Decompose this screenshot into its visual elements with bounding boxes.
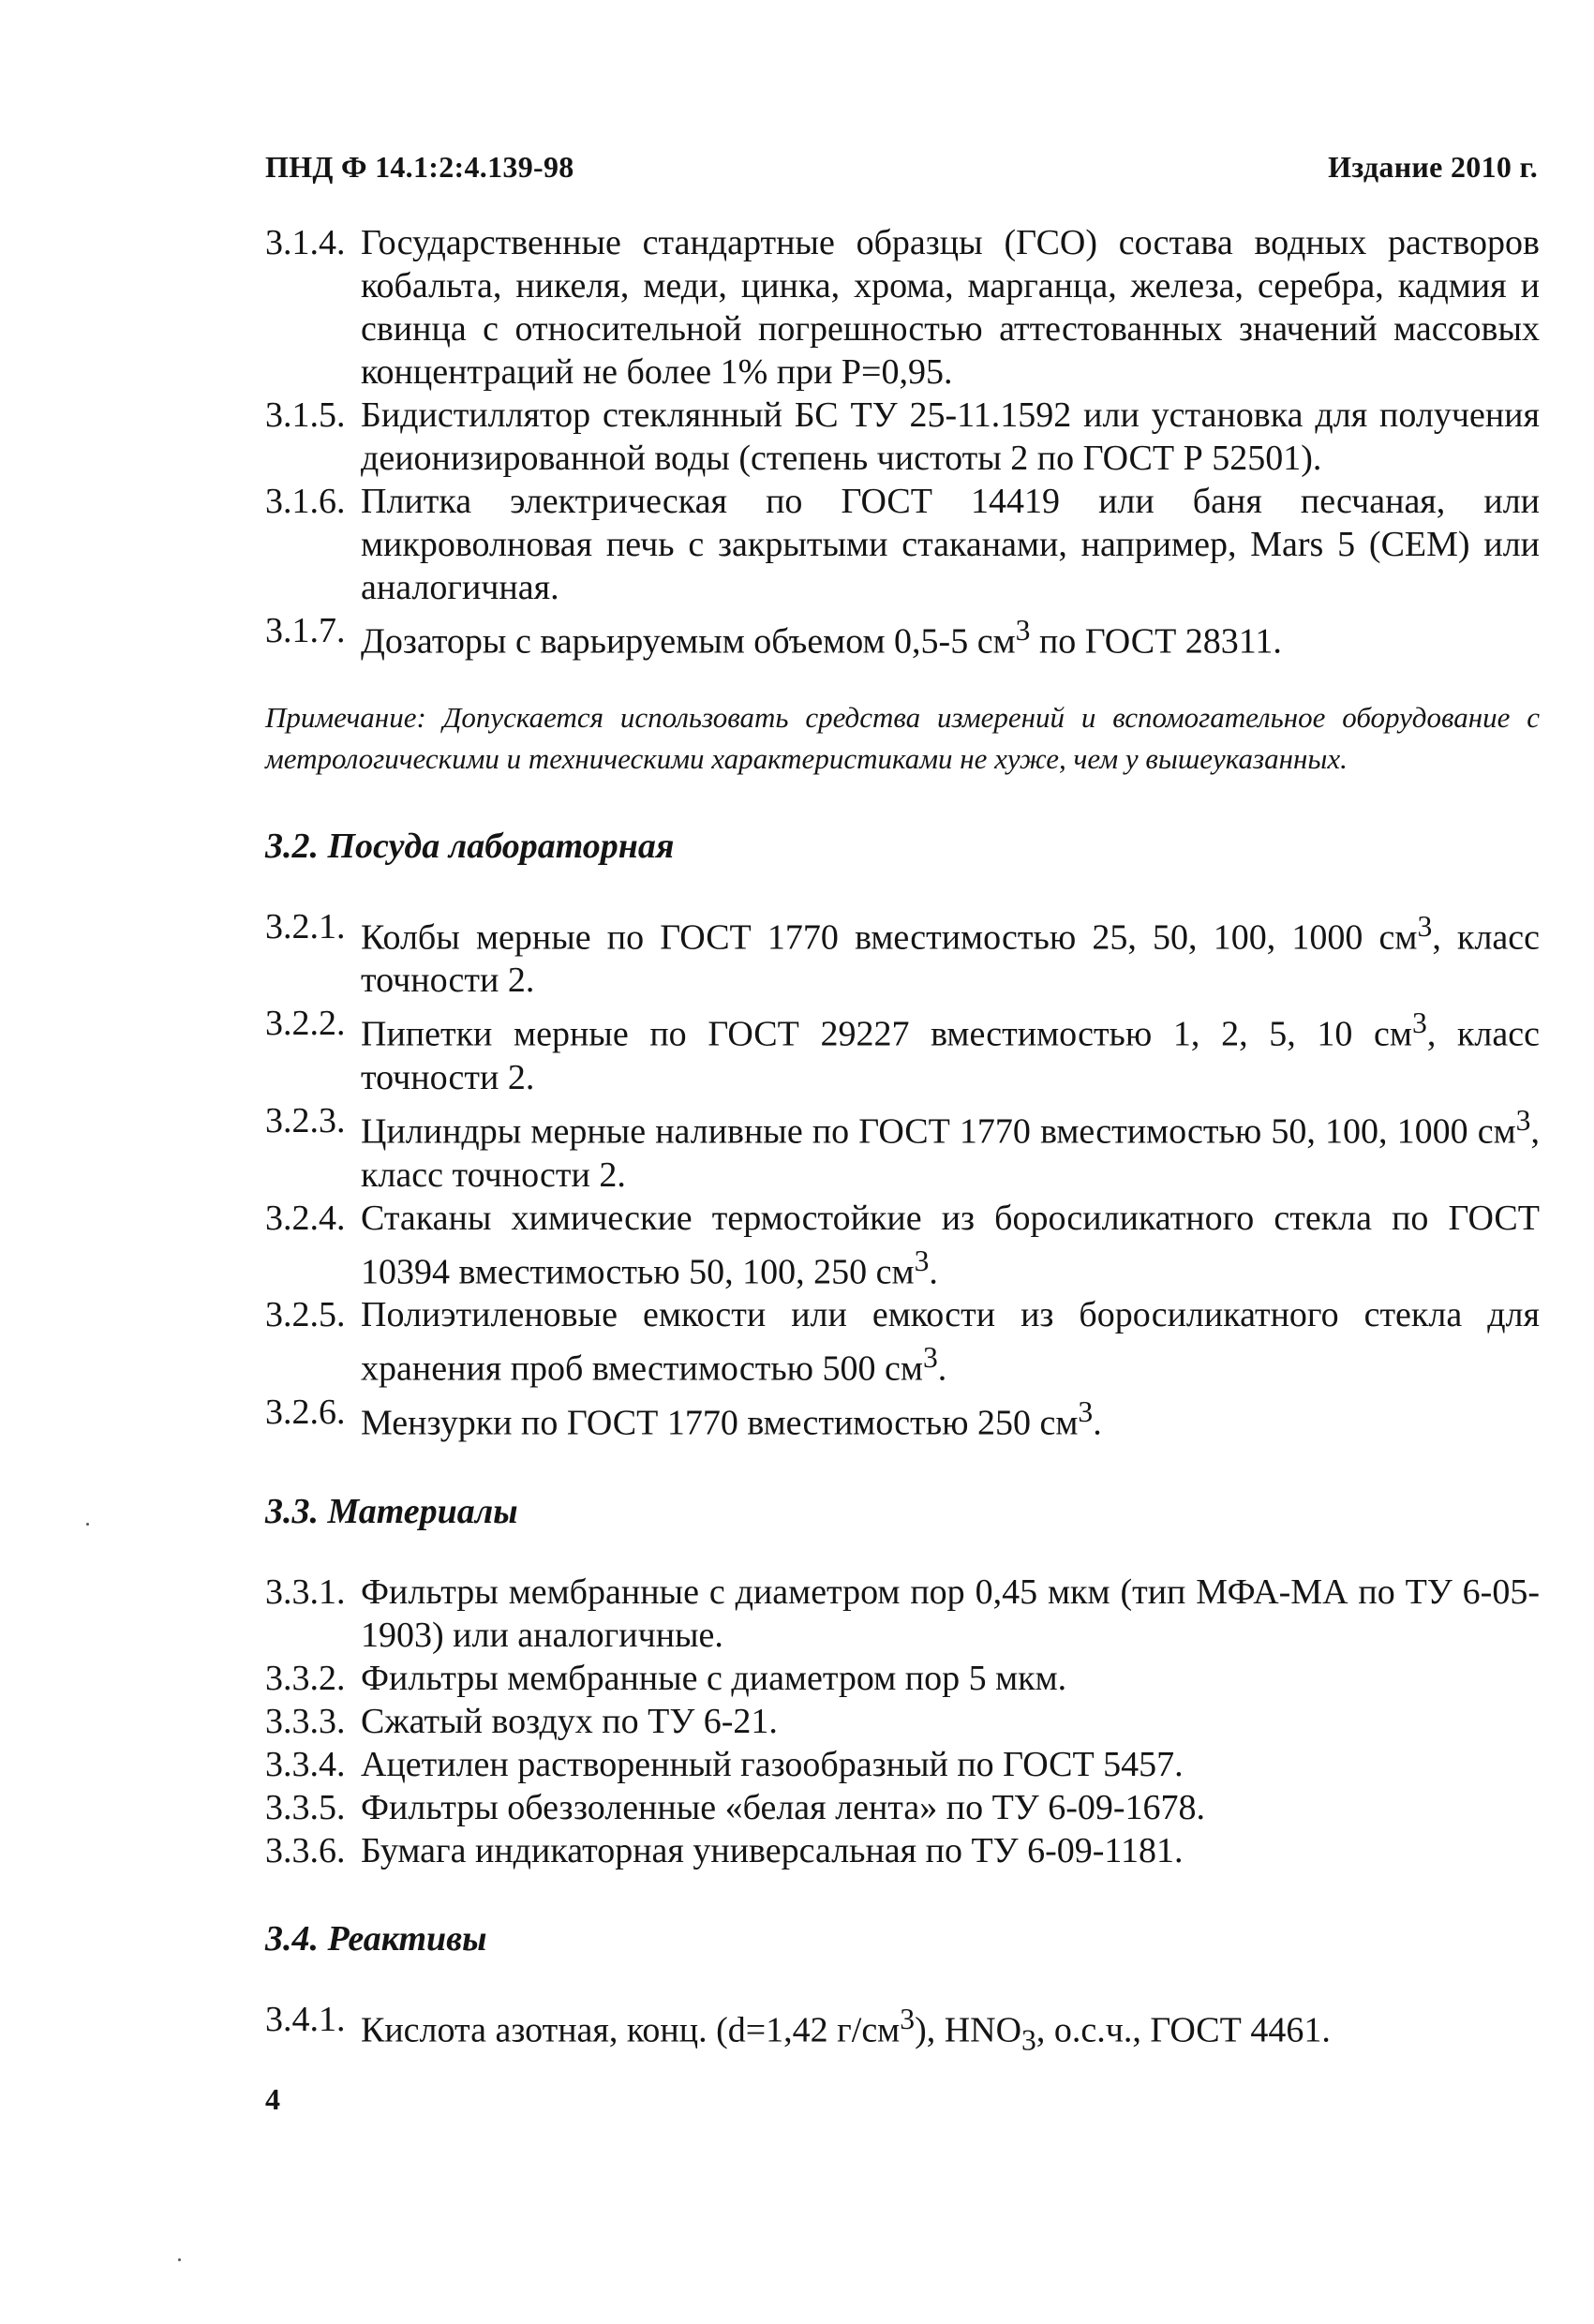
item-text-part: , класс точности 2. (361, 1111, 1540, 1195)
list-item (265, 1700, 1540, 1743)
item-text-part: Полиэтиленовые емкости или емкости из боросиликатного стекла для хранения проб вместимостью 500 см (361, 1295, 1540, 1389)
list-item (265, 1998, 1540, 2062)
superscript: 3 (914, 1244, 930, 1277)
superscript: 3 (1515, 1103, 1531, 1137)
item-number: 3.2.2. (265, 1004, 346, 1044)
item-text: Бумага индикаторная универсальная по ТУ 6-09-1181. (361, 1830, 1184, 1870)
item-number: 3.3.4. (265, 1744, 346, 1784)
list-item (265, 905, 1540, 1003)
list-item (265, 394, 1540, 480)
list-item (265, 1293, 1540, 1391)
item-text (361, 1002, 1540, 1099)
item-text-part: . (1093, 1403, 1102, 1443)
list-item (265, 1002, 1540, 1099)
item-text (361, 1293, 1540, 1391)
item-number: 3.3.3. (265, 1701, 346, 1741)
item-text (361, 1391, 1540, 1445)
page-content (265, 221, 1540, 2062)
list-item (265, 609, 1540, 663)
item-text-part: , класс точности 2. (361, 1014, 1540, 1097)
list-item (265, 221, 1540, 394)
equipment-list (265, 221, 1540, 663)
item-text (361, 905, 1540, 1003)
list-item (265, 1197, 1540, 1294)
item-number: 3.2.6. (265, 1392, 346, 1432)
scan-speck (86, 1523, 89, 1526)
note-label: Примечание: (265, 700, 426, 734)
superscript: 3 (922, 1341, 938, 1375)
edition-label: Издание 2010 г. (1328, 150, 1538, 184)
item-text (361, 609, 1540, 663)
item-text: Фильтры мембранные с диаметром пор 5 мкм. (361, 1658, 1067, 1698)
list-item (265, 1743, 1540, 1786)
list-item (265, 1099, 1540, 1197)
item-text-part: Цилиндры мерные наливные по ГОСТ 1770 вместимостью 50, 100, 1000 см (361, 1111, 1516, 1152)
item-text-part: Пипетки мерные по ГОСТ 29227 вместимостью 1, 2, 5, 10 см (361, 1014, 1412, 1054)
list-item (265, 1571, 1540, 1657)
item-text: Плитка электрическая по ГОСТ 14419 или баня песчаная, или микроволновая печь с закрытыми стаканами, например, Mars 5 (CEM) или аналогичная. (361, 482, 1540, 607)
item-number: 3.1.4. (265, 223, 346, 262)
item-text-part: . (929, 1252, 938, 1292)
page-number: 4 (265, 2082, 280, 2116)
item-number: 3.2.5. (265, 1295, 346, 1335)
item-number: 3.3.5. (265, 1787, 346, 1827)
item-text (361, 1998, 1540, 2062)
item-text-part: Мензурки по ГОСТ 1770 вместимостью 250 см (361, 1403, 1079, 1443)
item-number: 3.4.1. (265, 1999, 346, 2039)
subscript: 3 (1021, 2022, 1036, 2056)
section-title-glassware: 3.2. Посуда лабораторная (265, 826, 675, 866)
section-title-materials: 3.3. Материалы (265, 1491, 518, 1531)
item-text: Фильтры обеззоленные «белая лента» по ТУ 6-09-1678. (361, 1787, 1205, 1827)
item-number: 3.3.2. (265, 1658, 346, 1698)
section-title-reagents: 3.4. Реактивы (265, 1918, 487, 1959)
document-code: ПНД Ф 14.1:2:4.139-98 (265, 150, 574, 184)
materials-list (265, 1571, 1540, 1872)
item-text-part: . (937, 1348, 947, 1389)
item-text-part: Кислота азотная, конц. (d=1,42 г/см (361, 2010, 901, 2050)
superscript: 3 (1417, 909, 1433, 943)
item-number: 3.3.6. (265, 1830, 346, 1870)
item-text-part: Дозаторы с варьируемым объемом 0,5-5 см (361, 621, 1016, 662)
item-text-part: , о.с.ч., ГОСТ 4461. (1035, 2010, 1331, 2050)
superscript: 3 (1015, 614, 1031, 647)
note-text: Допускается использовать средства измерений и вспомогательное оборудование с метрологическими и техническими характеристиками не хуже, чем у вышеуказанных. (265, 700, 1540, 775)
list-item (265, 1657, 1540, 1700)
item-text-part: Колбы мерные по ГОСТ 1770 вместимостью 25, 50, 100, 1000 см (361, 917, 1418, 958)
item-text-part: ), HNO (915, 2010, 1022, 2050)
superscript: 3 (1411, 1006, 1427, 1040)
item-number: 3.3.1. (265, 1572, 346, 1612)
item-number: 3.2.1. (265, 906, 346, 946)
superscript: 3 (1078, 1394, 1094, 1428)
list-item (265, 1391, 1540, 1445)
reagents-list (265, 1998, 1540, 2062)
item-text (361, 1197, 1540, 1294)
glassware-list (265, 905, 1540, 1445)
item-text: Государственные стандартные образцы (ГСО) состава водных растворов кобальта, никеля, меди, цинка, хрома, марганца, железа, серебра, кадмия и свинца с относительной погрешностью аттестованных значений массовых концентраций не более 1% при Р=0,95. (361, 223, 1540, 392)
item-text: Фильтры мембранные с диаметром пор 0,45 мкм (тип МФА-МА по ТУ 6-05-1903) или аналогичные. (361, 1572, 1540, 1655)
item-text: Сжатый воздух по ТУ 6-21. (361, 1701, 778, 1741)
superscript: 3 (900, 2002, 916, 2035)
item-text (361, 1099, 1540, 1197)
note-paragraph (265, 697, 1540, 780)
scan-speck (178, 2258, 181, 2261)
item-number: 3.1.5. (265, 395, 346, 435)
list-item (265, 1829, 1540, 1872)
item-text-part: Стаканы химические термостойкие из боросиликатного стекла по ГОСТ 10394 вместимостью 50, 100, 250 см (361, 1198, 1540, 1292)
item-number: 3.2.3. (265, 1100, 346, 1140)
item-text-part: , класс точности 2. (361, 917, 1541, 1001)
page-header (265, 150, 1538, 185)
item-text-part: по ГОСТ 28311. (1030, 621, 1282, 662)
item-text: Бидистиллятор стеклянный БС ТУ 25-11.1592 или установка для получения деионизированной воды (степень чистоты 2 по ГОСТ Р 52501). (361, 395, 1540, 478)
item-number: 3.2.4. (265, 1198, 346, 1238)
item-number: 3.1.7. (265, 611, 346, 650)
item-number: 3.1.6. (265, 482, 346, 521)
list-item (265, 1786, 1540, 1829)
item-text: Ацетилен растворенный газообразный по ГОСТ 5457. (361, 1744, 1184, 1784)
list-item (265, 480, 1540, 609)
